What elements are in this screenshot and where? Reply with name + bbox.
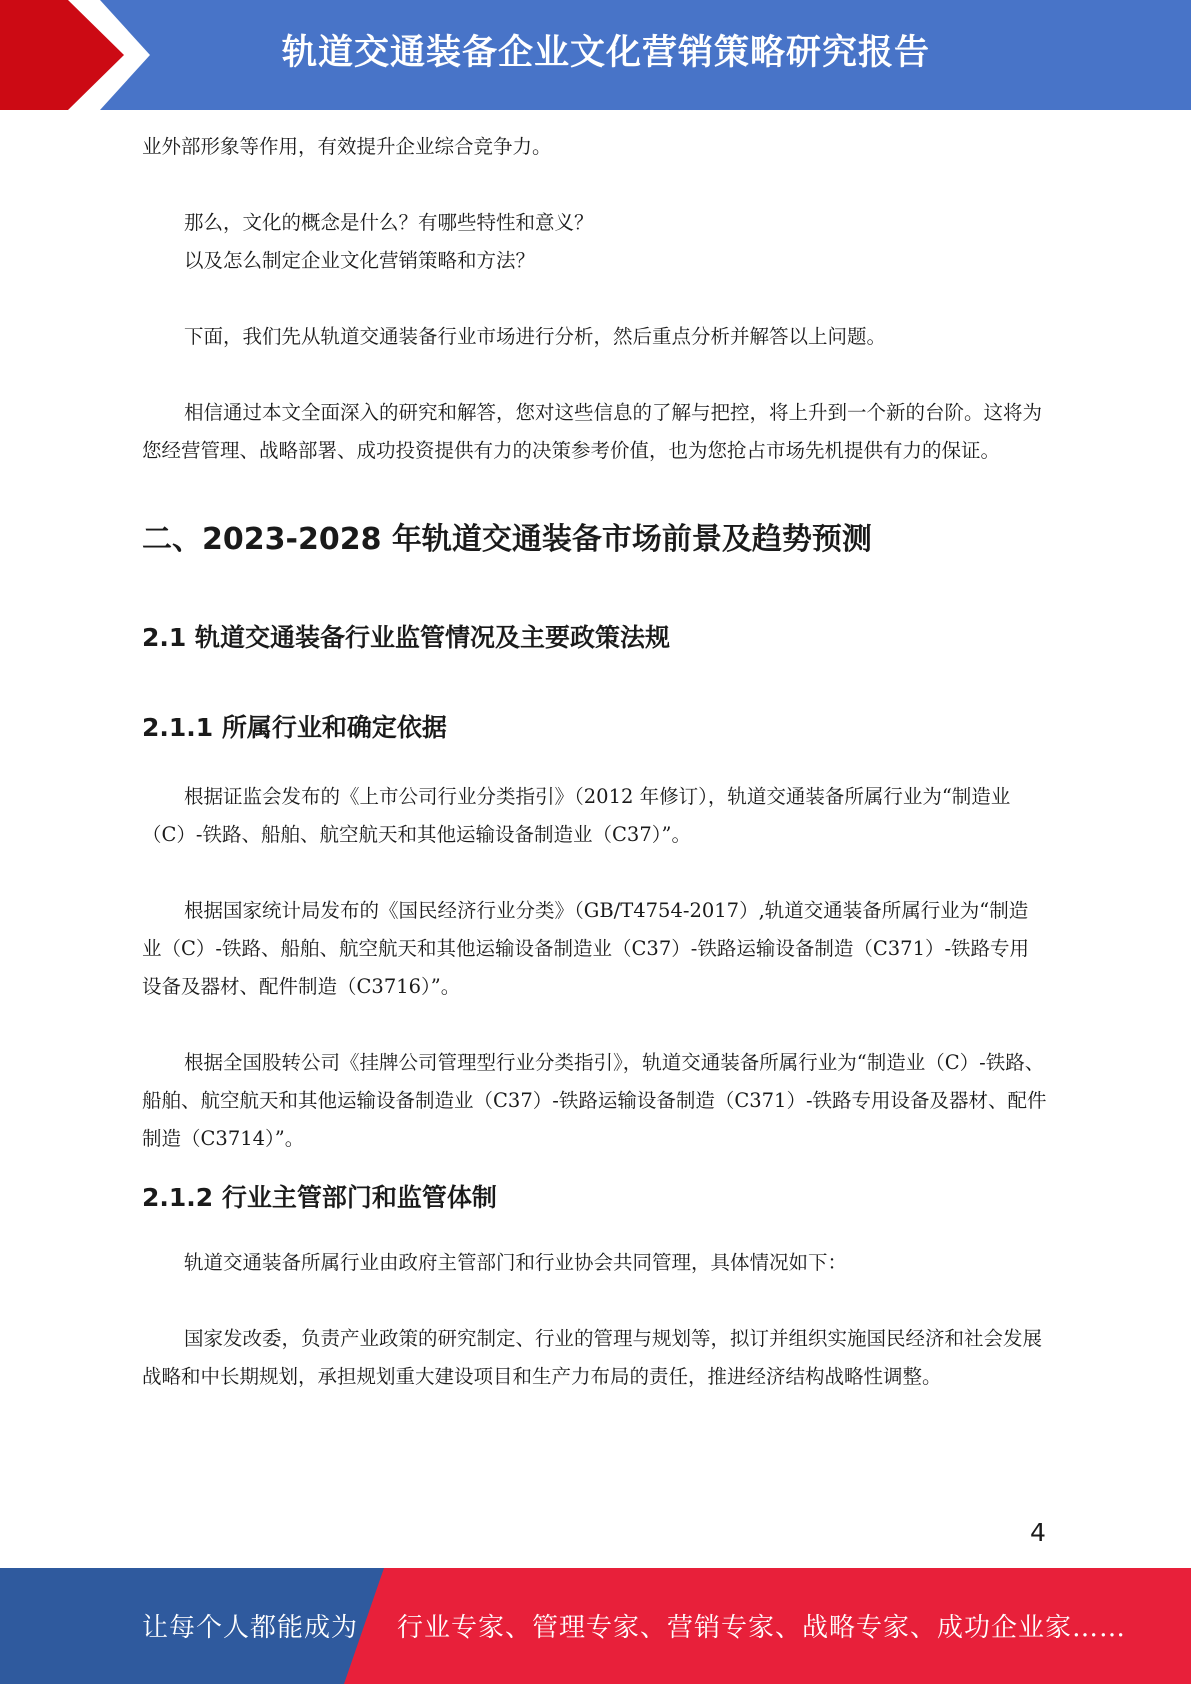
paragraph-next-steps: 下面，我们先从轨道交通装备行业市场进行分析，然后重点分析并解答以上问题。 xyxy=(184,325,887,348)
paragraph-intro-tail: 业外部形象等作用，有效提升企业综合竞争力。 xyxy=(142,135,552,158)
page-number: 4 xyxy=(1030,1518,1046,1547)
paragraph-nbs-classification: 根据国家统计局发布的《国民经济行业分类》（GB/T4754-2017）,轨道交通装备所属行业为“制造业（C）-铁路、船舶、航空航天和其他运输设备制造业（C37）-铁路运输设备制造（C371）-铁路专用设备及器材、配件制造（C3716）”。 xyxy=(142,899,1030,998)
section-2-1-heading: 2.1 轨道交通装备行业监管情况及主要政策法规 xyxy=(142,623,670,652)
paragraph-management: 轨道交通装备所属行业由政府主管部门和行业协会共同管理，具体情况如下： xyxy=(184,1251,848,1274)
footer-slogan-right: 行业专家、管理专家、营销专家、战略专家、成功企业家…… xyxy=(397,1613,1127,1643)
paragraph-ndrc: 国家发改委，负责产业政策的研究制定、行业的管理与规划等，拟订并组织实施国民经济和社会发展战略和中长期规划，承担规划重大建设项目和生产力布局的责任，推进经济结构战略性调整。 xyxy=(142,1327,1043,1388)
paragraph-csrc-classification: 根据证监会发布的《上市公司行业分类指引》（2012 年修订），轨道交通装备所属行业为“制造业（C）-铁路、船舶、航空航天和其他运输设备制造业（C37）”。 xyxy=(142,785,1011,846)
section-2-1-1-heading: 2.1.1 所属行业和确定依据 xyxy=(142,713,447,742)
section-2-1-2-heading: 2.1.2 行业主管部门和监管体制 xyxy=(142,1183,497,1212)
question-line-1: 那么，文化的概念是什么？有哪些特性和意义？ xyxy=(184,211,594,234)
header-banner xyxy=(0,0,1191,110)
paragraph-neeq-classification: 根据全国股转公司《挂牌公司管理型行业分类指引》，轨道交通装备所属行业为“制造业（C）-铁路、船舶、航空航天和其他运输设备制造业（C37）-铁路运输设备制造（C371）-铁路专用设备及器材、配件制造（C3714）”。 xyxy=(142,1051,1047,1150)
footer-banner xyxy=(0,1568,1191,1684)
paragraph-believe: 相信通过本文全面深入的研究和解答，您对这些信息的了解与把控，将上升到一个新的台阶。这将为您经营管理、战略部署、成功投资提供有力的决策参考价值，也为您抢占市场先机提供有力的保证。 xyxy=(142,401,1043,462)
question-line-2: 以及怎么制定企业文化营销策略和方法？ xyxy=(184,249,536,272)
footer-slogan-left: 让每个人都能成为 xyxy=(142,1613,359,1643)
page-content xyxy=(142,128,1047,1396)
section-2-heading: 二、2023-2028 年轨道交通装备市场前景及趋势预测 xyxy=(142,522,872,557)
report-title: 轨道交通装备企业文化营销策略研究报告 xyxy=(282,33,931,73)
